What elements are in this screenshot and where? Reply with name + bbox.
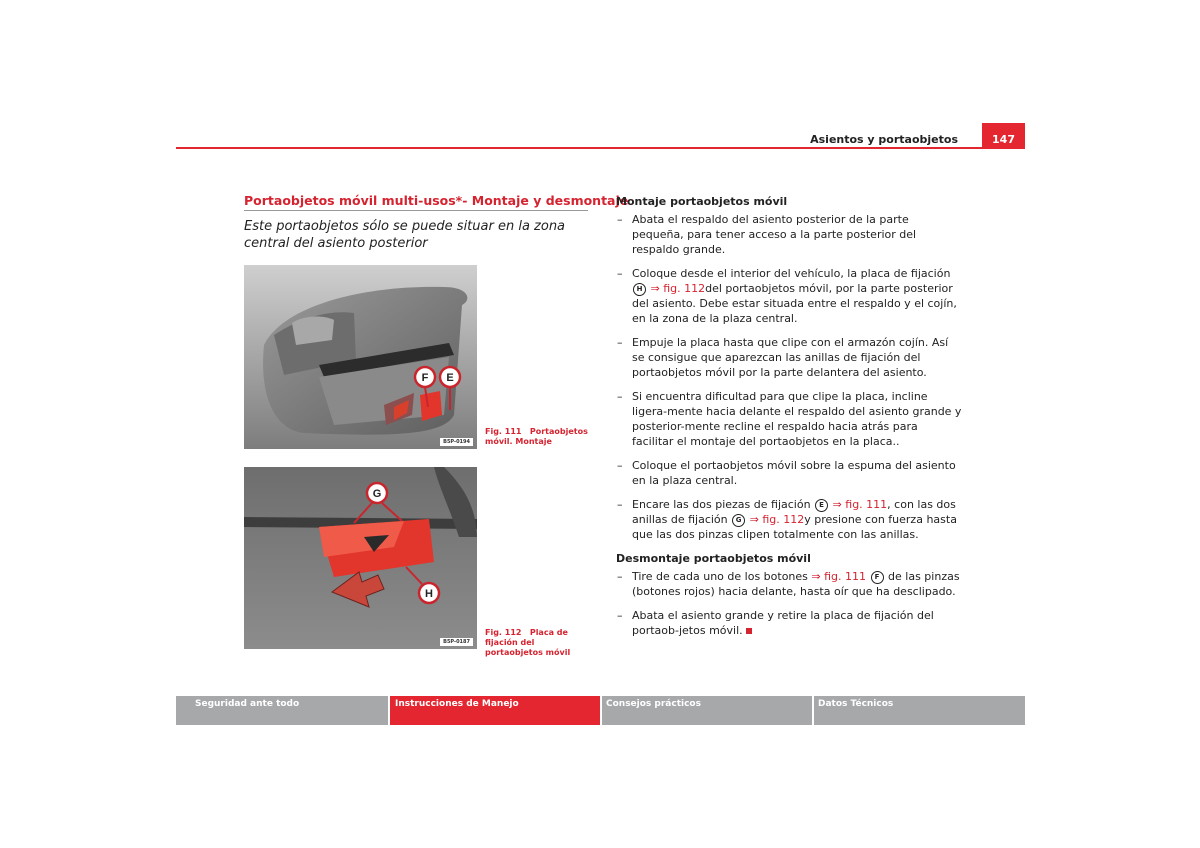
header-rule — [176, 147, 1025, 149]
desmontaje-step-1: – Tire de cada uno de los botones ⇒ fig. 111 F de las pinzas (botones rojos) hacia delante, hasta oír que ha desclipado. — [617, 570, 960, 598]
figure-112-image — [244, 467, 477, 649]
ref-fig-112-link[interactable]: ⇒ fig. 112 — [650, 282, 706, 295]
figure-111-code: B5P-0194 — [440, 438, 473, 446]
figure-112-code: B5P-0187 — [440, 638, 473, 646]
montaje-step-3: – Empuje la placa hasta que clipe con el armazón cojín. Así se consigue que aparezcan las anillas de fijación del portaobjetos móvil por la parte delantera del asiento. — [617, 336, 949, 379]
section-rule — [244, 210, 588, 211]
desmontaje-step-2: – Abata el asiento grande y retire la placa de fijación del portaob-jetos móvil. — [617, 609, 934, 637]
marker-h: H — [633, 283, 646, 296]
ref-fig-111-link-2[interactable]: ⇒ fig. 111 — [811, 570, 867, 583]
section-end-marker — [746, 628, 752, 634]
instructions-column — [616, 194, 962, 647]
montaje-heading: Montaje portaobjetos móvil — [616, 195, 788, 208]
figure-111-caption — [485, 427, 595, 447]
figure-111-label-f: F — [421, 372, 429, 384]
montaje-step-2: – Coloque desde el interior del vehículo, la placa de fijación H ⇒ fig. 112del portaobjetos móvil, por la parte posterior del asiento. Debe estar situada entre el respaldo y el cojín, en la zona de la plaza central. — [617, 267, 957, 325]
ref-fig-111-link[interactable]: ⇒ fig. 111 — [832, 498, 888, 511]
figure-112-label-g: G — [372, 488, 382, 500]
footer-tab-consejos[interactable]: Consejos prácticos — [602, 696, 812, 725]
figure-111-caption-text: Portaobjetos móvil. Montaje — [485, 427, 588, 446]
figure-111-label-e: E — [446, 372, 454, 384]
marker-e: E — [815, 499, 828, 512]
montaje-step-5: – Coloque el portaobjetos móvil sobre la espuma del asiento en la plaza central. — [617, 459, 956, 487]
marker-f: F — [871, 571, 884, 584]
figure-111-image — [244, 265, 477, 449]
figure-112-caption-number: Fig. 112 — [485, 628, 522, 637]
figure-111-caption-number: Fig. 111 — [485, 427, 522, 436]
ref-fig-112-link-2[interactable]: ⇒ fig. 112 — [749, 513, 805, 526]
figure-112-label-h: H — [425, 588, 433, 600]
montaje-step-1: – Abata el respaldo del asiento posterior de la parte pequeña, para tener acceso a la parte posterior del respaldo grande. — [617, 213, 917, 256]
section-intro: Este portaobjetos sólo se puede situar en la zona central del asiento posterior — [244, 219, 566, 251]
section-title: Portaobjetos móvil multi-usos*- Montaje y desmontaje — [244, 193, 629, 208]
footer-tab-seguridad[interactable]: Seguridad ante todo — [176, 696, 388, 725]
marker-g: G — [732, 514, 745, 527]
figure-112-caption-text: Placa de fijación del portaobjetos móvil — [485, 628, 571, 657]
footer-tab-instrucciones[interactable]: Instrucciones de Manejo — [390, 696, 600, 725]
montaje-step-6: – Encare las dos piezas de fijación E ⇒ fig. 111, con las dos anillas de fijación G ⇒ fig. 112y presione con fuerza hasta que las dos pinzas clipen totalmente con las anillas. — [617, 498, 957, 541]
running-header-title: Asientos y portaobjetos — [810, 133, 958, 146]
figure-112-caption — [485, 628, 595, 658]
footer-tab-datos[interactable]: Datos Técnicos — [814, 696, 1025, 725]
montaje-step-4: – Si encuentra dificultad para que clipe la placa, incline ligera-mente hacia delante el respaldo del asiento grande y posterior-mente recline el respaldo hacia atrás para facilitar el montaje del portaobjetos en la placa.. — [617, 390, 962, 448]
desmontaje-heading: Desmontaje portaobjetos móvil — [616, 552, 811, 565]
page-number: 147 — [982, 123, 1025, 149]
